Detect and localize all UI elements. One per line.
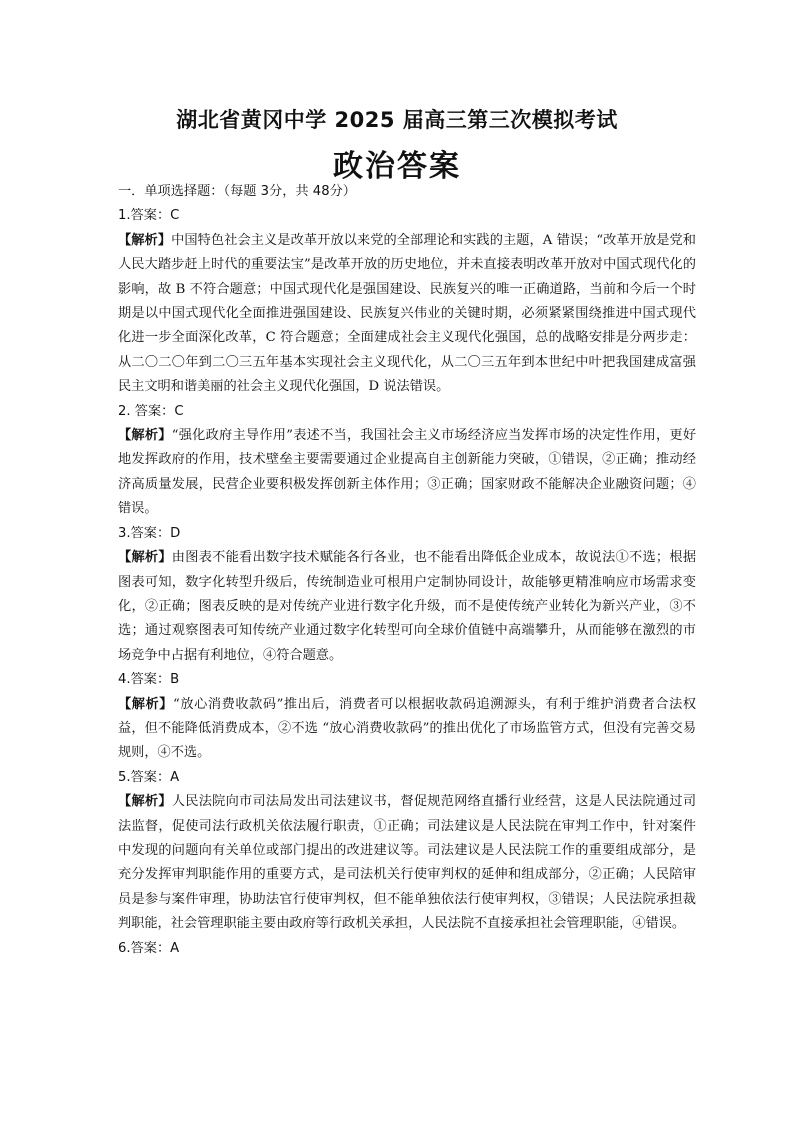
question-5-answer: 5.答案：A	[118, 769, 180, 785]
analysis-tag: 【解析】	[118, 794, 172, 810]
question-6-answer: 6.答案：A	[118, 940, 180, 956]
section-heading: 一．单项选择题：（每题 3分，共 48分）	[118, 184, 356, 199]
question-1-answer: 1.答案：C	[118, 208, 180, 224]
analysis-text: “强化政府主导作用”表述不当，我国社会主义市场经济应当发挥市场的决定性作用，更好地发挥政府的作用，技术壁垒主要需要通过企业提高自主创新能力突破，①错误，②正确；推动经济高质量发展，民营企业要积极发挥创新主体作用；③正确；国家财政不能解决企业融资问题；④错误。	[118, 428, 697, 517]
question-4-analysis	[118, 693, 696, 766]
question-3-answer: 3.答案：D	[118, 525, 181, 541]
question-2-answer: 2. 答案：C	[118, 403, 184, 419]
question-5-analysis	[118, 790, 696, 936]
page-title: 湖北省黄冈中学 2025 届高三第三次模拟考试	[176, 108, 618, 132]
question-1-analysis	[118, 229, 696, 400]
analysis-text: 中国特色社会主义是改革开放以来党的全部理论和实践的主题，A 错误；“改革开放是党和人民大踏步赶上时代的重要法宝”是改革开放的历史地位，并未直接表明改革开放对中国式现代化的影响，故 B 不符合题意；中国式现代化是强国建设、民族复兴的唯一正确道路，当前和今后一个时期是以中国式现代化全面推进强国建设、民族复兴伟业的关键时期，必须紧紧围绕推进中国式现代化进一步全面深化改革，C 符合题意；全面建成社会主义现代化强国，总的战略安排是分两步走：从二〇二〇年到二〇三五年基本实现社会主义现代化，从二〇三五年到本世纪中叶把我国建成富强民主文明和谐美丽的社会主义现代化强国，D 说法错误。	[118, 232, 696, 395]
page-subtitle: 政治答案	[333, 149, 461, 184]
analysis-text: 由图表不能看出数字技术赋能各行各业，也不能看出降低企业成本，故说法①不选；根据图表可知，数字化转型升级后，传统制造业可根用户定制协同设计，故能够更精准响应市场需求变化，②正确；图表反映的是对传统产业进行数字化升级，而不是使传统产业转化为新兴产业，③不选；通过观察图表可知传统产业通过数字化转型可向全球价值链中高端攀升，从而能够在激烈的市场竞争中占据有利地位，④符合题意。	[118, 550, 697, 663]
question-2-analysis	[118, 424, 696, 522]
analysis-tag: 【解析】	[118, 232, 172, 248]
question-4-answer: 4.答案：B	[118, 672, 180, 688]
analysis-tag: 【解析】	[118, 550, 172, 566]
answer-content	[118, 180, 696, 961]
analysis-text: 人民法院向市司法局发出司法建议书，督促规范网络直播行业经营，这是人民法院通过司法监督，促使司法行政机关依法履行职责，①正确；司法建议是人民法院在审判工作中，针对案件中发现的问题向有关单位或部门提出的改进建议等。司法建议是人民法院工作的重要组成部分，是充分发挥审判职能作用的重要方式，是司法机关行使审判权的延伸和组成部分，②正确；人民陪审员是参与案件审理，协助法官行使审判权，但不能单独依法行使审判权，③错误；人民法院承担裁判职能，社会管理职能主要由政府等行政机关承担，人民法院不直接承担社会管理职能，④错误。	[118, 794, 697, 932]
analysis-tag: 【解析】	[118, 696, 174, 712]
analysis-tag: 【解析】	[118, 428, 172, 444]
analysis-text: “放心消费收款码”推出后，消费者可以根据收款码追溯源头，有利于维护消费者合法权益，但不能降低消费成本，②不选 “放心消费收款码”的推出优化了市场监管方式，但没有完善交易规则，④不选。	[118, 696, 697, 761]
question-3-analysis	[118, 546, 696, 668]
